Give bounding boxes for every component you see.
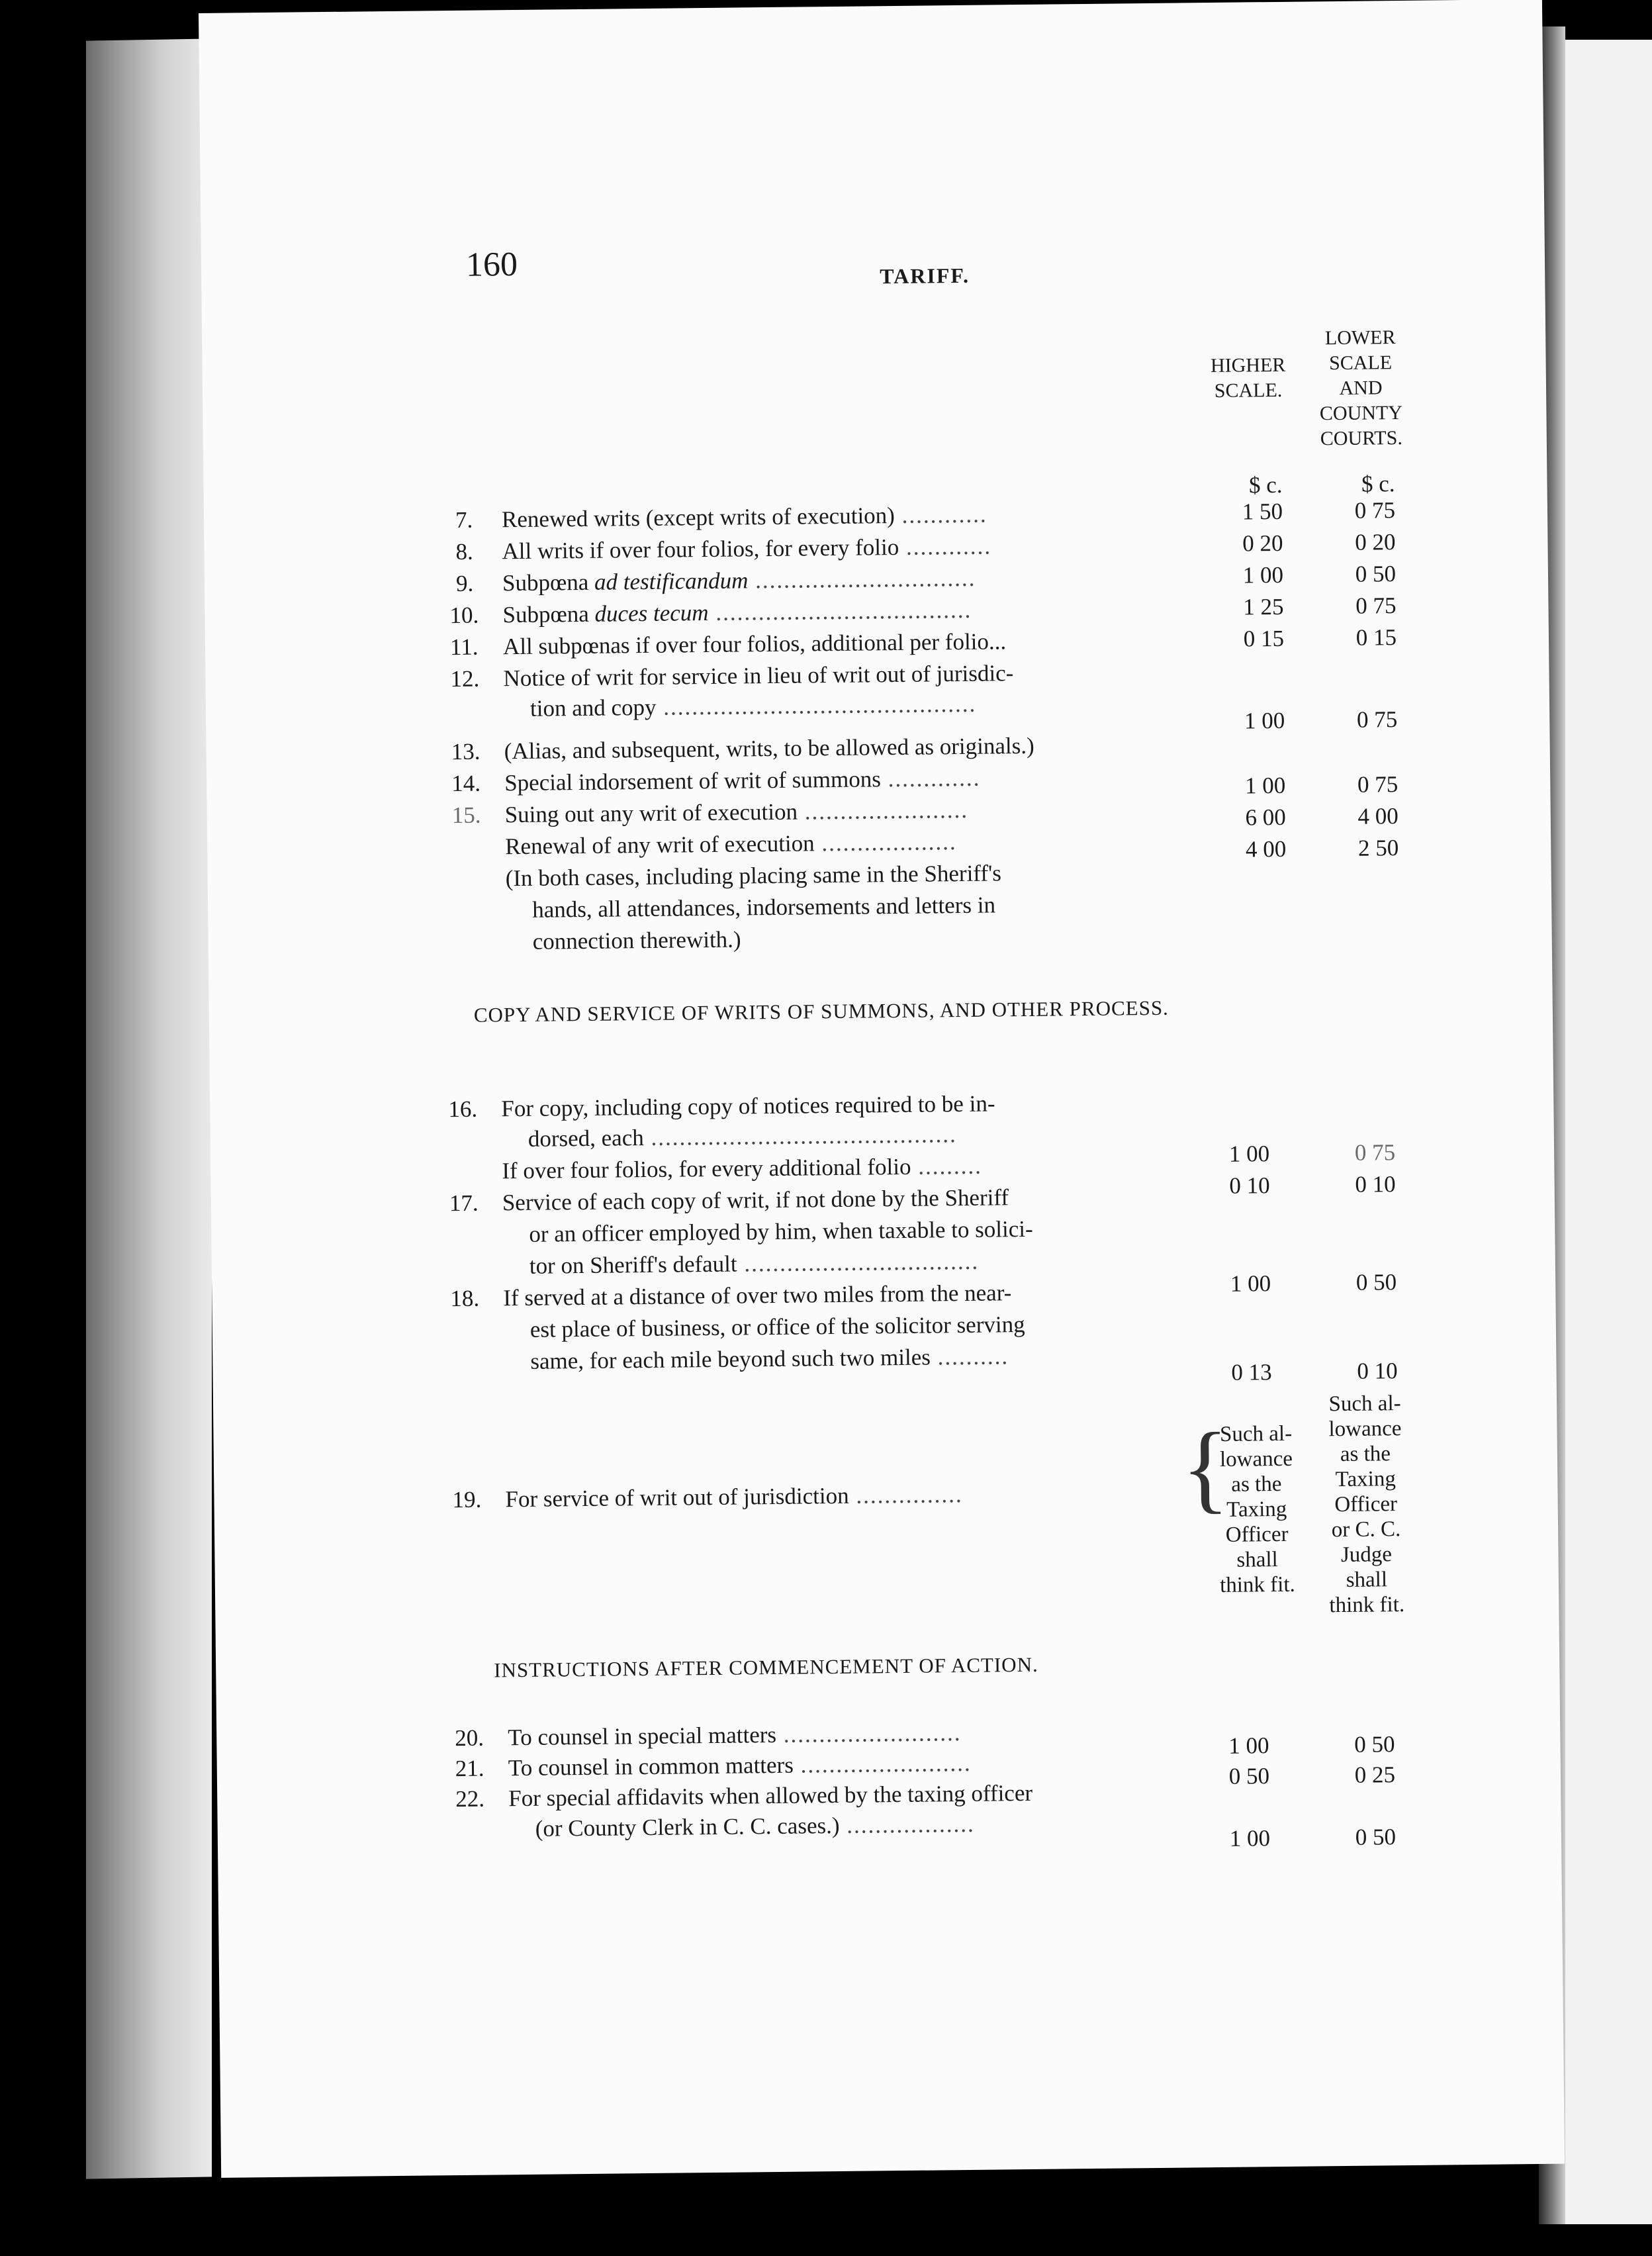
item-text-cont: same, for each mile beyond such two miles .......... [530,1343,1009,1374]
fee-lower: 0 50 [1354,1731,1395,1758]
item-text-cont: tion and copy ............................................ [529,690,977,722]
section-heading-copy-service: COPY AND SERVICE OF WRITS OF SUMMONS, AND OTHER PROCESS. [473,996,1170,1027]
item-text: If over four folios, for every additional folio ......... [502,1152,983,1184]
item-text: Notice of writ for service in lieu of writ out of jurisdic- [503,660,1014,692]
item-no: 8. [455,538,473,565]
column-head-higher: HIGHER SCALE. [1210,353,1286,402]
fee-higher: 1 00 [1229,1825,1271,1852]
fee-lower: 0 15 [1355,624,1397,651]
page-edge-stack [86,38,212,2179]
allowance-higher: Such al- lowance as the Taxing Officer shall think fit. [1219,1421,1295,1597]
item-text: For copy, including copy of notices required to be in- [501,1090,995,1122]
fee-lower: 0 75 [1355,592,1397,619]
item-text: Subpœna duces tecum .................................... [502,596,972,628]
item-no: 19. [452,1486,482,1513]
fee-lower: 4 00 [1357,803,1399,829]
item-text: All subpœnas if over four folios, additional per folio... [502,628,1007,660]
fee-higher: 4 00 [1245,835,1287,863]
item-no: 12. [450,665,480,692]
item-no: 9. [455,570,474,596]
item-no: 13. [451,738,481,765]
fee-higher: 1 00 [1244,772,1286,799]
unit-lower: $ c. [1361,471,1395,497]
item-text-cont: connection therewith.) [532,926,741,955]
unit-higher: $ c. [1248,471,1283,498]
fee-higher: 1 00 [1228,1141,1270,1167]
fee-lower: 2 50 [1357,835,1399,861]
item-no: 21. [455,1755,484,1782]
fee-higher: 6 00 [1245,804,1287,831]
running-head: TARIFF. [880,263,970,289]
item-no: 17. [449,1190,479,1217]
item-no: 22. [455,1785,485,1812]
fee-lower: 0 75 [1356,706,1398,733]
item-text: Renewal of any writ of execution ................... [505,829,957,860]
item-text: Subpœna ad testificandum ............................... [502,565,976,596]
fee-lower: 0 75 [1354,1139,1396,1166]
fee-lower: 0 75 [1354,497,1396,524]
tariff-page [199,0,1565,2178]
item-no: 20. [455,1724,484,1752]
fee-higher: 1 00 [1242,561,1284,588]
item-text: Service of each copy of writ, if not done by the Sheriff [502,1184,1009,1216]
fee-lower: 0 20 [1355,529,1396,555]
fee-lower: 0 50 [1355,1269,1397,1295]
item-no: 14. [451,770,481,797]
item-no: 16. [448,1096,478,1123]
fee-lower: 0 50 [1355,1824,1397,1850]
item-text: Renewed writs (except writs of execution) ............ [501,501,987,533]
fee-lower: 0 10 [1357,1358,1398,1384]
fee-higher: 1 00 [1228,1732,1269,1759]
item-text-cont: (or County Clerk in C. C. cases.) .................. [535,1810,975,1842]
item-no: 10. [449,602,479,629]
item-text: (Alias, and subsequent, writs, to be allowed as originals.) [504,732,1034,765]
item-no: 18. [450,1285,480,1312]
item-text-cont: dorsed, each ........................................... [528,1121,957,1152]
facing-page [1562,40,1652,2224]
item-no: 7. [455,506,473,533]
fee-higher: 0 13 [1231,1359,1272,1386]
allowance-lower: Such al- lowance as the Taxing Officer or C. C. Judge shall think fit. [1328,1391,1405,1618]
item-text: To counsel in special matters ......................... [508,1720,962,1751]
item-text: For special affidavits when allowed by the taxing officer [508,1779,1033,1812]
fee-lower: 0 75 [1357,771,1399,798]
item-no: 15. [451,802,481,829]
fee-higher: 1 50 [1242,498,1283,525]
fee-higher: 0 50 [1228,1763,1270,1789]
item-no: 11. [449,634,479,661]
fee-lower: 0 50 [1355,561,1397,587]
fee-higher: 0 15 [1243,625,1285,652]
page-number: 160 [465,245,518,284]
item-text-cont: hands, all attendances, indorsements and letters in [532,892,996,923]
fee-lower: 0 10 [1355,1171,1396,1198]
fee-higher: 1 25 [1243,593,1284,620]
item-text: For service of writ out of jurisdiction ............... [505,1481,963,1513]
item-text-cont: tor on Sheriff's default ................................. [529,1248,980,1279]
item-text-cont: est place of business, or office of the solicitor serving [529,1311,1025,1342]
fee-higher: 0 20 [1242,530,1283,557]
fee-higher: 0 10 [1229,1172,1270,1199]
item-text: Special indorsement of writ of summons ............. [504,765,981,796]
section-heading-instructions: INSTRUCTIONS AFTER COMMENCEMENT OF ACTION. [494,1652,1038,1682]
column-head-lower: LOWER SCALE AND COUNTY COURTS. [1319,326,1403,450]
item-text: Suing out any writ of execution ....................... [504,796,969,828]
item-text: (In both cases, including placing same in the Sheriff's [505,860,1002,892]
item-text: If served at a distance of over two miles from the near- [503,1280,1012,1311]
fee-lower: 0 25 [1354,1762,1396,1788]
item-text: All writs if over four folios, for every folio ............ [502,533,992,565]
fee-higher: 1 00 [1244,707,1285,734]
item-text: To counsel in common matters ........................ [508,1750,972,1781]
item-text-cont: or an officer employed by him, when taxable to solici- [529,1215,1033,1247]
brace-icon: { [1181,1412,1230,1523]
fee-higher: 1 00 [1230,1270,1271,1297]
